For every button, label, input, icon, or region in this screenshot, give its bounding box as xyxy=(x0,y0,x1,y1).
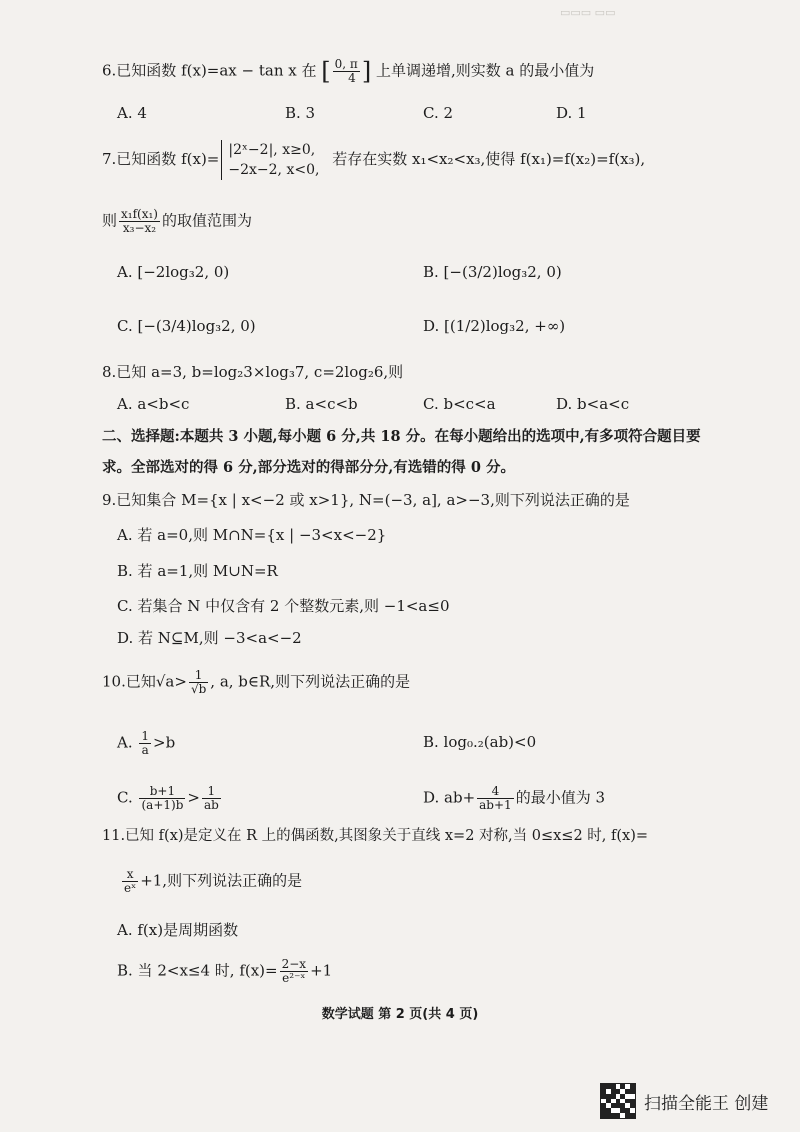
q7-option-d: D. [(1/2)log₃2, +∞) xyxy=(423,317,566,335)
qr-code-icon xyxy=(600,1083,636,1119)
q8-option-a: A. a<b<c xyxy=(117,395,190,413)
q9-stem: 9.已知集合 M={x | x<−2 或 x>1}, N=(−3, a], a>−3,则下列说法正确的是 xyxy=(102,491,630,509)
q9-option-a: A. 若 a=0,则 M∩N={x | −3<x<−2} xyxy=(117,526,387,544)
q7-stem: 7.已知函数 f(x)= |2ˣ−2|, x≥0, −2x−2, x<0, 若存在实数 x₁<x₂<x₃,使得 f(x₁)=f(x₂)=f(x₃), xyxy=(102,142,646,178)
q9-option-b: B. 若 a=1,则 M∪N=R xyxy=(117,562,278,580)
q8-option-c: C. b<c<a xyxy=(423,395,496,413)
section2-instructions-line2: 求。全部选对的得 6 分,部分选对的得部分分,有选错的得 0 分。 xyxy=(102,459,515,476)
q9-option-d: D. 若 N⊆M,则 −3<a<−2 xyxy=(117,629,302,647)
q7-piecewise: |2ˣ−2|, x≥0, −2x−2, x<0, xyxy=(221,140,319,180)
q6-option-c: C. 2 xyxy=(423,104,454,122)
page-footer: 数学试题 第 2 页(共 4 页) xyxy=(321,1007,479,1022)
q10-stem: 10.已知√a> $\frac{1}{√b}$ , a, b∈R,则下列说法正确的是 xyxy=(102,668,411,696)
q8-option-b: B. a<c<b xyxy=(285,395,358,413)
q7-stem-line2: 则 $\frac{\text{x₁f(x₁)}}{\text{x₃−x₂}}$ 的取值范围为 xyxy=(102,207,252,235)
q8-option-d: D. b<a<c xyxy=(556,395,630,413)
q7-option-b: B. [−(3/2)log₃2, 0) xyxy=(423,263,562,281)
q10-option-c: C. $\frac{b+1}{(a+1)b}$ > $\frac{1}{ab}$ xyxy=(117,784,219,812)
q10-option-a: A. $\frac{1}{a}$ >b xyxy=(117,729,176,757)
q11-stem-line2: $\frac{x}{\text{eˣ}}$ +1,则下列说法正确的是 xyxy=(124,867,303,895)
q7-option-c: C. [−(3/4)log₃2, 0) xyxy=(117,317,256,335)
q6-option-d: D. 1 xyxy=(556,104,587,122)
scanner-watermark xyxy=(600,1083,790,1119)
scanner-watermark-text: 扫描全能王 创建 xyxy=(644,1093,769,1114)
q10-option-b: B. log₀.₂(ab)<0 xyxy=(423,733,537,751)
q11-option-a: A. f(x)是周期函数 xyxy=(117,921,239,939)
bleed-through-mark: ▭▭▭ ▭▭ xyxy=(560,6,616,19)
q11-option-b: B. 当 2<x≤4 时, f(x)= $\frac{2-x}{\text{e²⁻ˣ}}$ +1 xyxy=(117,957,333,985)
q6-stem: 6.已知函数 f(x)=ax − tan x 在 [ $\frac{0, \pi}{4}$ ] 上单调递增,则实数 a 的最小值为 xyxy=(102,57,595,86)
q9-option-c: C. 若集合 N 中仅含有 2 个整数元素,则 −1<a≤0 xyxy=(117,597,450,615)
q7-option-a: A. [−2log₃2, 0) xyxy=(117,263,230,281)
q6-option-b: B. 3 xyxy=(285,104,316,122)
q6-option-a: A. 4 xyxy=(117,104,147,122)
q10-option-d: D. ab+ $\frac{4}{ab+1}$ 的最小值为 3 xyxy=(423,784,605,812)
q8-stem: 8.已知 a=3, b=log₂3×log₃7, c=2log₂6,则 xyxy=(102,363,404,381)
section2-instructions-line1: 二、选择题:本题共 3 小题,每小题 6 分,共 18 分。在每小题给出的选项中,有多项符合题目要 xyxy=(102,428,701,445)
q11-stem: 11.已知 f(x)是定义在 R 上的偶函数,其图象关于直线 x=2 对称,当 0≤x≤2 时, f(x)= xyxy=(102,828,649,844)
